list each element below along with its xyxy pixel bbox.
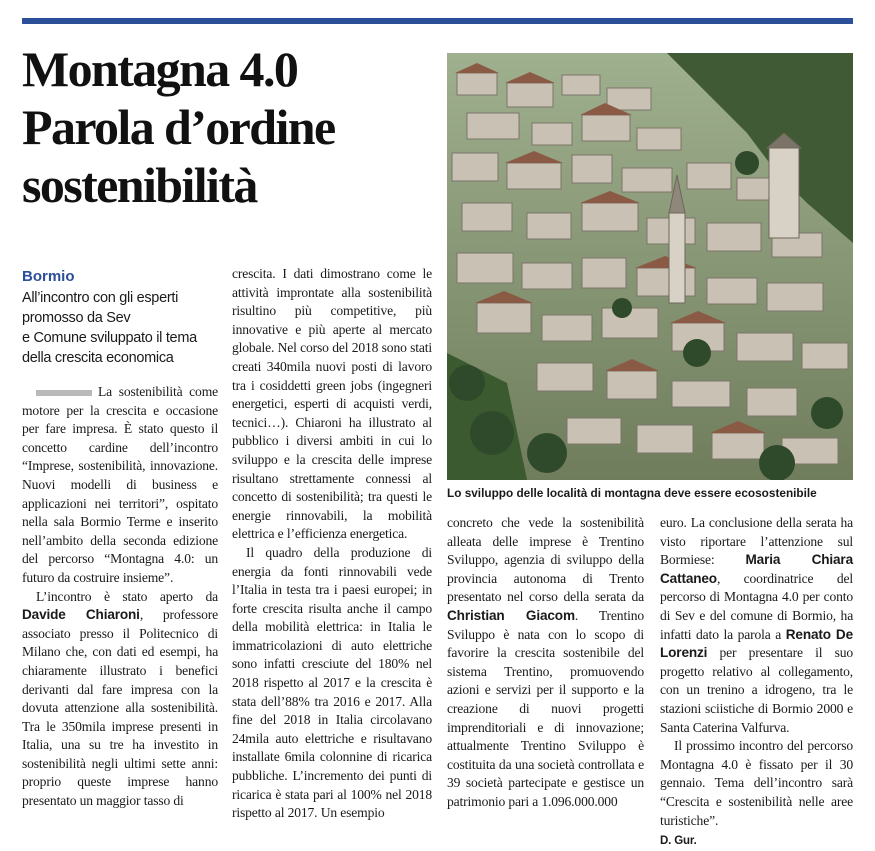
article-photo xyxy=(447,53,853,480)
kicker-location: Bormio xyxy=(22,268,75,285)
body-paragraph-4: Il prossimo incontro del percorso Montagna 4.0 è fissato per il 30 gennaio. Tema dell’incontro sarà “Crescita e sostenibilità nelle aree turistiche”. xyxy=(660,738,854,828)
person-name-cattaneo: Maria Chiara Cattaneo xyxy=(660,552,853,586)
body-paragraph-3: concreto che vede la sostenibilità alleata delle imprese è Trentino Sviluppo, agenzia di sviluppo della provincia autonoma di Trento presentato nel corso della serata da xyxy=(447,515,645,605)
summary xyxy=(22,288,227,368)
body-paragraph-1: La sostenibilità come motore per la crescita e occasione per fare impresa. È stato questo il concetto cardine dell’incontro “Imprese, sostenibilità, innovazione. Nuovi modelli di business e applicazioni nei territori”, ospitato nella sala Bormio Terme e inserito nell’ambito della seconda edizione del percorso “Montagna 4.0: un futuro da costruire insieme”. xyxy=(22,384,219,585)
town-photo-illustration xyxy=(447,53,853,480)
person-name-de-lorenzi: Renato De Lorenzi xyxy=(660,626,853,661)
summary-line-2: promosso da Sev xyxy=(22,310,131,326)
headline xyxy=(22,40,427,214)
summary-line-3: e Comune sviluppato il tema xyxy=(22,330,197,346)
body-paragraph-3d: per presentare il suo progetto relativo al collegamento, con un trenino a idrogeno, tra le stazioni sciistiche di Bormio 2000 e Santa Caterina Valfurva. xyxy=(660,645,854,735)
author-signature: D. Gur. xyxy=(660,835,697,848)
lead-rule xyxy=(36,390,92,396)
body-paragraph-3: Il quadro della produzione di energia da fonti rinnovabili vede l’Italia in testa tra i paesi europei; in forte crescita risulta anche il campo della mobilità elettrica: in Italia le immatricolazioni di auto elettriche sono infatti cresciute del 180% nel 2018 rispetto al 2017 e la crescita è stata dell’88% tra 2016 e 2017. Alla fine del 2018 in Italia circolavano 24mila auto elettriche e risultavano installate 6mila colonnine di ricarica pubbliche. L’incremento dei punti di ricarica è stata pari al 100% nel 2018 rispetto al 2017. Un esempio xyxy=(232,544,433,821)
body-column-2 xyxy=(232,265,432,823)
headline-line-1: Montagna 4.0 xyxy=(22,41,298,97)
headline-line-2: Parola d’ordine xyxy=(22,99,335,155)
headline-line-3: sostenibilità xyxy=(22,157,257,213)
body-column-3 xyxy=(447,514,644,812)
body-paragraph-3c: , coordinatrice del percorso di Montagna 4.0 per conto di Sev e del comune di Bormio, ha infatti dato la parola a xyxy=(660,570,854,642)
person-name-giacom: Christian Giacom xyxy=(447,607,575,623)
body-paragraph-2a: L’incontro è stato aperto da xyxy=(36,588,219,604)
summary-line-4: della crescita economica xyxy=(22,350,174,366)
photo-caption: Lo sviluppo delle località di montagna deve essere ecosostenibile xyxy=(447,486,817,500)
body-column-4 xyxy=(660,514,853,851)
summary-line-1: All’incontro con gli esperti xyxy=(22,290,179,306)
top-rule xyxy=(22,18,853,24)
body-paragraph-2b: , professore associato presso il Politecnico di Milano che, con dati ed esempi, ha chiaramente illustrato i benefici derivanti dal fare impresa con la dovuta attenzione alla sostenibilità. Tra le 350mila imprese presenti in Italia, una su tre ha investito in sostenibilità negli ultimi sette anni: proprio queste imprese hanno presentato un maggior tasso di xyxy=(22,607,219,809)
body-paragraph-3b: euro. La conclusione della serata ha visto riportare l’attenzione sul Bormiese: xyxy=(660,515,854,568)
body-paragraph-2b: crescita. I dati dimostrano come le attività improntate alla sostenibilità risultino più competitive, più innovative e più aperte al mercato globale. Nel corso del 2018 sono stati creati 340mila nuovi posti di lavoro tra i cosiddetti green jobs (ingegneri energetici, esperti di acquisti verdi, tecnici…). Chiaroni ha illustrato al pubblico i diversi ambiti in cui lo sviluppo e la crescita delle imprese risultano strettamente connessi al concetto di sostenibilità; tra questi le energie rinnovabili, la mobilità elettrica e l’efficienza energetica. xyxy=(232,266,433,542)
person-name-chiaroni: Davide Chiaroni xyxy=(22,607,140,623)
body-column-1 xyxy=(22,383,218,811)
body-paragraph-3b: . Trentino Sviluppo è nata con lo scopo di favorire la crescita sostenibile del sistema Trentino, promuovendo azioni e servizi per il supporto e la creazione di nuovi progetti imprenditoriali e di innovazione; attualmente Trentino Sviluppo è costituita da una società controllata e 39 società partecipate e gestisce un patrimonio pari a 1.096.000.000 xyxy=(447,607,645,809)
